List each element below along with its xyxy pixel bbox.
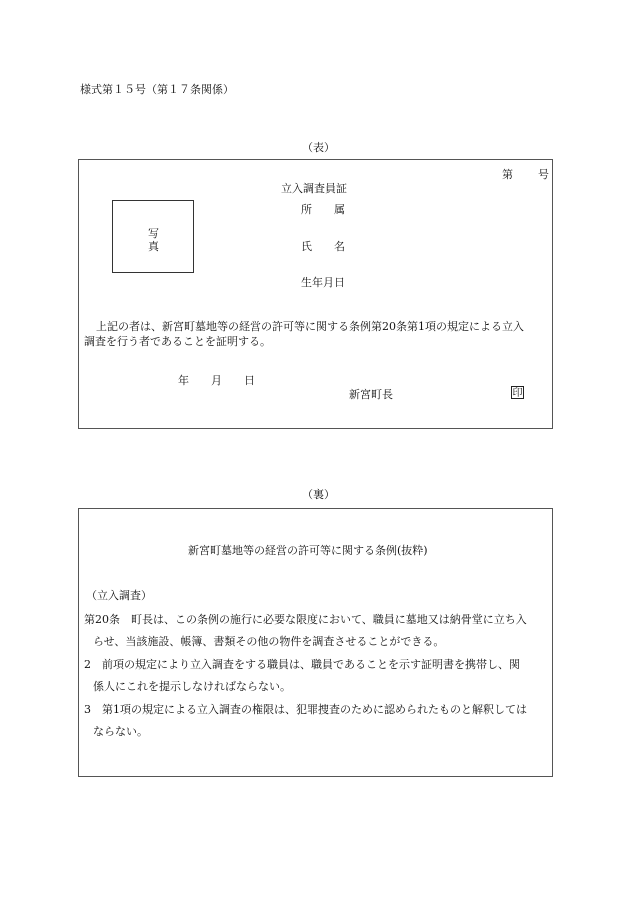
article-20-line-2: らせ、当該施設、帳簿、書類その他の物件を調査させることができる。 [93, 635, 445, 648]
front-caption: （表） [302, 141, 335, 154]
field-affiliation: 所 属 [301, 203, 345, 216]
back-card [78, 508, 553, 777]
issue-date: 年 月 日 [178, 374, 255, 387]
paragraph-2-line-1: 2 前項の規定により立入調査をする職員は、職員であることを示す証明書を携帯し、関 [84, 658, 520, 671]
photo-box [112, 200, 194, 273]
card-number-dai: 第 [502, 168, 513, 181]
photo-label-2: 真 [148, 240, 159, 253]
certification-text-line-2: 調査を行う者であることを証明する。 [84, 335, 271, 348]
ordinance-title: 新宮町墓地等の経営の許可等に関する条例(抜粋) [188, 544, 428, 557]
article-heading: （立入調査） [86, 589, 152, 602]
field-birthdate: 生年月日 [301, 276, 345, 289]
front-card [78, 159, 553, 429]
paragraph-3-line-2: ならない。 [93, 725, 148, 738]
certification-text-line-1: 上記の者は、新宮町墓地等の経営の許可等に関する条例第20条第1項の規定による立入 [96, 320, 524, 333]
field-name: 氏 名 [301, 240, 345, 253]
card-number-go: 号 [538, 168, 549, 181]
photo-label-1: 写 [148, 227, 159, 240]
article-20-line-1: 第20条 町長は、この条例の施行に必要な限度において、職員に墓地又は納骨堂に立ち入 [84, 613, 527, 626]
card-title: 立入調査員証 [281, 182, 347, 195]
paragraph-2-line-2: 係人にこれを提示しなければならない。 [93, 680, 291, 693]
form-number-label: 様式第１５号（第１７条関係） [80, 83, 234, 96]
seal-mark: 印 [512, 388, 523, 399]
issuer-name: 新宮町長 [349, 388, 393, 401]
paragraph-3-line-1: 3 第1項の規定による立入調査の権限は、犯罪捜査のために認められたものと解釈しては [84, 703, 527, 716]
back-caption: （裏） [302, 488, 335, 501]
